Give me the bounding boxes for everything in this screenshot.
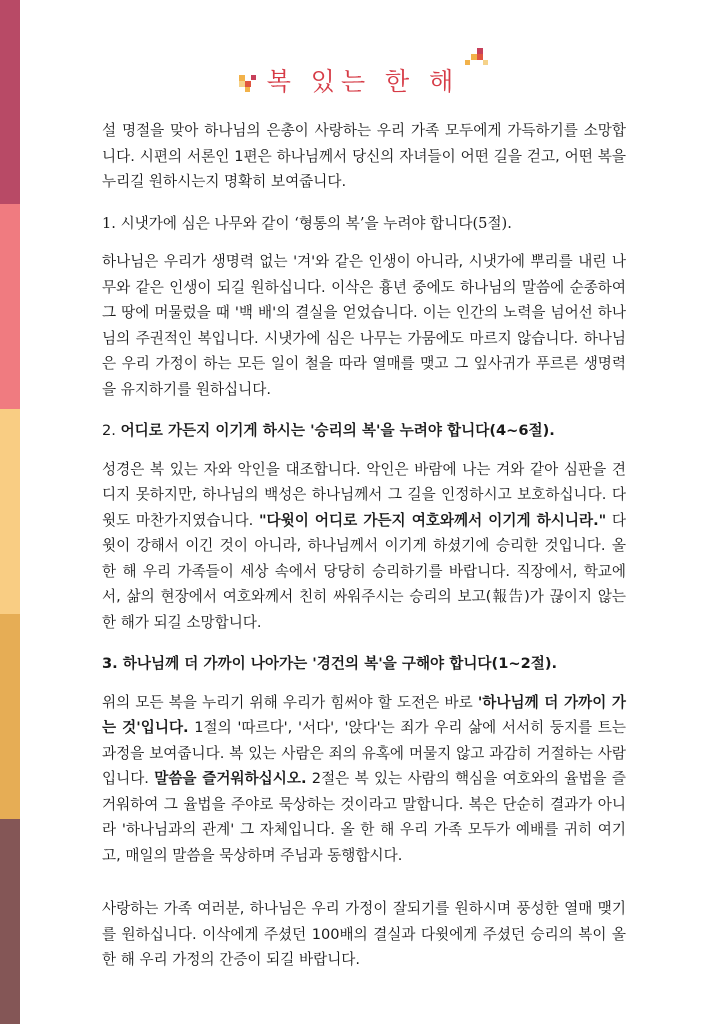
section-2-text-b: 다윗이 강해서 이긴 것이 아니라, 하나님께서 이기게 하셨기에 승리한 것입니다. 올 한 해 우리 가족들이 세상 속에서 당당히 승리하기를 바랍니다. 직장에서, 학교에서, 삶의 현장에서 여호와께서 친히 싸워주시는 승리의 보고(報告)가 끊이지 않는 한 해가 되길 소망합니다. [102,511,626,631]
intro-paragraph: 설 명절을 맞아 하나님의 은총이 사랑하는 우리 가족 모두에게 가득하기를 소망합니다. 시편의 서론인 1편은 하나님께서 당신의 자녀들이 어떤 길을 걷고, 어떤 복을 누리길 원하시는지 명확히 보여줍니다. [102,122,626,190]
stripe-segment-1 [0,0,20,204]
title-block [0,62,726,98]
document-body [102,118,626,973]
section-2-title: 어디로 가든지 이기게 하시는 '승리의 복'을 누려야 합니다(4~6절). [120,422,555,439]
pixel-ornament-right-icon [461,48,489,72]
closing-paragraph: 사랑하는 가족 여러분, 하나님은 우리 가정이 잘되기를 원하시며 풍성한 열매 맺기를 원하십니다. 이삭에게 주셨던 100배의 결실과 다윗에게 주셨던 승리의 복이 올 한 해 우리 가정의 간증이 되길 바랍니다. [102,900,626,968]
stripe-segment-2 [0,204,20,409]
section-1-heading: 1. 시냇가에 심은 나무와 같이 ‘형통의 복’을 누려야 합니다(5절). [102,214,512,232]
section-2-quote: "다윗이 어디로 가든지 여호와께서 이기게 하시니라." [258,511,607,529]
section-2-number: 2. [102,422,121,439]
section-1-body: 하나님은 우리가 생명력 없는 '겨'와 같은 인생이 아니라, 시냇가에 뿌리를 내린 나무와 같은 인생이 되길 원하십니다. 이삭은 흉년 중에도 하나님의 말씀에 순종하여 그 땅에 머물렀을 때 '백 배'의 결실을 얻었습니다. 이는 인간의 노력을 넘어선 하나님의 주권적인 복입니다. 시냇가에 심은 나무는 가뭄에도 마르지 않습니다. 하나님은 우리 가정이 하는 모든 일이 철을 따라 열매를 맺고 그 잎사귀가 푸르른 생명력을 유지하기를 원하십니다. [102,253,626,398]
section-3-emphasis-b: 말씀을 즐거워하십시오. [154,770,307,787]
title-container [237,62,490,98]
stripe-segment-4 [0,614,20,819]
section-3-emphasis-a: '하나님께 더 가까이 가는 것'입니다. [102,693,626,736]
section-2-heading [102,418,626,444]
stripe-segment-5 [0,819,20,1024]
page-title: 복 있는 한 해 [266,67,460,96]
pixel-ornament-left-icon [237,72,261,92]
section-2-text-a: 성경은 복 있는 자와 악인을 대조합니다. 악인은 바람에 나는 겨와 같아 심판을 견디지 못하지만, 하나님의 백성은 하나님께서 그 길을 인정하시고 보호하십니다. 다윗도 마찬가지였습니다. [102,460,626,529]
section-3-text-c: 2절은 복 있는 사람의 핵심을 여호와의 율법을 즐거워하여 그 율법을 주야로 묵상하는 것이라고 말합니다. 복은 단순히 결과가 아니라 '하나님과의 관계' 그 자체입니다. 올 한 해 우리 가족 모두가 예배를 귀히 여기고, 매일의 말씀을 묵상하며 주님과 동행합시다. [102,770,626,864]
section-2-body [102,457,626,636]
stripe-segment-3 [0,409,20,614]
section-3-heading: 3. 하나님께 더 가까이 나아가는 '경건의 복'을 구해야 합니다(1~2절). [102,655,558,672]
section-3-text-b: 1절의 '따르다', '서다', '앉다'는 죄가 우리 삶에 서서히 둥지를 트는 과정을 보여줍니다. 복 있는 사람은 죄의 유혹에 머물지 않고 과감히 거절하는 사람입니다. [102,719,626,787]
section-3-text-a: 위의 모든 복을 누리기 위해 우리가 힘써야 할 도전은 바로 [102,693,478,711]
section-3-body [102,690,626,869]
